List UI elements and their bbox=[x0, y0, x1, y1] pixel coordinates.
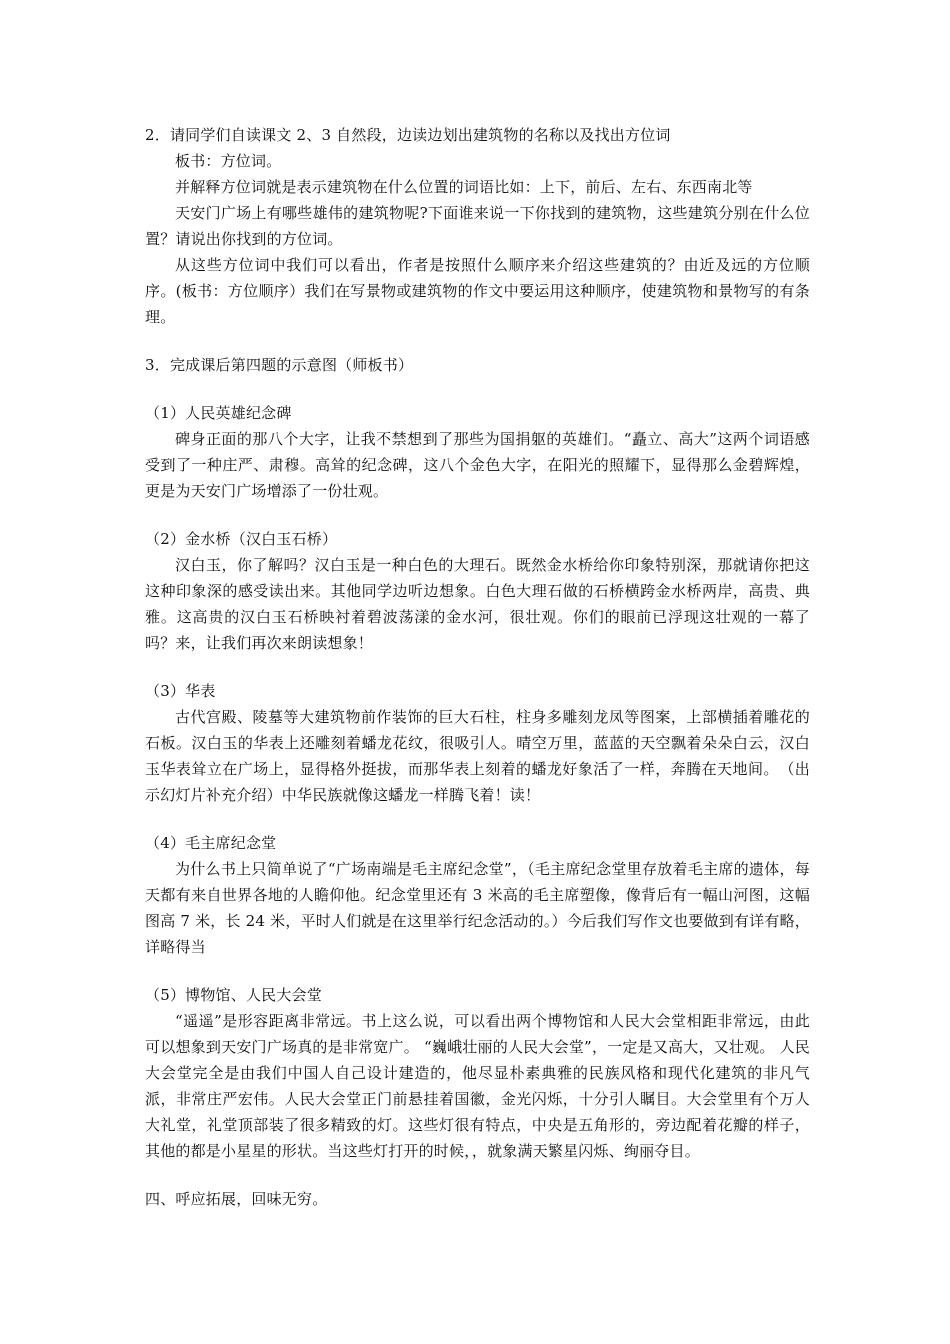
document-page bbox=[145, 122, 810, 1212]
paragraph: 天安门广场上有哪些雄伟的建筑物呢?下面谁来说一下你找到的建筑物，这些建筑分别在什么位置？请说出你找到的方位词。 bbox=[145, 204, 810, 248]
spacer bbox=[145, 378, 810, 400]
item-title: （1）人民英雄纪念碑 bbox=[145, 404, 292, 422]
section-2-heading: 2．请同学们自读课文 2、3 自然段，边读边划出建筑物的名称以及找出方位词 bbox=[145, 126, 671, 144]
item-title: （5）博物馆、人民大会堂 bbox=[145, 986, 322, 1004]
board-note: 板书：方位词。 bbox=[175, 152, 282, 170]
item-body: 古代宫殿、陵墓等大建筑物前作装饰的巨大石柱，柱身多雕刻龙凤等图案，上部横插着雕花的石板。汉白玉的华表上还雕刻着蟠龙花纹，很吸引人。晴空万里，蓝蓝的天空飘着朵朵白云，汉白玉华表耸立在广场上，显得格外挺拔，而那华表上刻着的蟠龙好象活了一样，奔腾在天地间。 （出示幻灯片补充介绍）中华民族就像这蟠龙一样腾飞着！读！ bbox=[145, 708, 810, 804]
item-body: 汉白玉，你了解吗？汉白玉是一种白色的大理石。既然金水桥给你印象特别深，那就请你把这这种印象深的感受读出来。其他同学边听边想象。白色大理石做的石桥横跨金水桥两岸，高贵、典雅。这高贵的汉白玉石桥映衬着碧波荡漾的金水河，很壮观。你们的眼前已浮现这壮观的一幕了吗？来，让我们再次来朗读想象！ bbox=[145, 556, 810, 652]
section-4-heading: 四、呼应拓展，回味无穷。 bbox=[145, 1190, 328, 1208]
spacer bbox=[145, 808, 810, 830]
spacer bbox=[145, 330, 810, 352]
item-title: （2）金水桥（汉白玉石桥） bbox=[145, 530, 338, 548]
item-title: （4）毛主席纪念堂 bbox=[145, 834, 277, 852]
paragraph: 从这些方位词中我们可以看出，作者是按照什么顺序来介绍这些建筑的？由近及远的方位顺序。(板书：方位顺序）我们在写景物或建筑物的作文中要运用这种顺序，使建筑物和景物写的有条理。 bbox=[145, 256, 810, 326]
section-3-heading: 3．完成课后第四题的示意图（师板书） bbox=[145, 356, 414, 374]
spacer bbox=[145, 656, 810, 678]
spacer bbox=[145, 960, 810, 982]
item-body: 碑身正面的那八个大字，让我不禁想到了那些为国捐躯的英雄们。“矗立、高大”这两个词语感受到了一种庄严、肃穆。高耸的纪念碑，这八个金色大字，在阳光的照耀下，显得那么金碧辉煌，更是为天安门广场增添了一份壮观。 bbox=[145, 430, 810, 500]
item-body: 为什么书上只简单说了“广场南端是毛主席纪念堂”，（毛主席纪念堂里存放着毛主席的遗体，每天都有来自世界各地的人瞻仰他。纪念堂里还有 3 米高的毛主席塑像，像背后有一幅山河图，这幅图高 7 米，长 24 米，平时人们就是在这里举行纪念活动的。）今后我们写作文也要做到有详有略，详略得当 bbox=[145, 860, 810, 956]
spacer bbox=[145, 504, 810, 526]
paragraph: 并解释方位词就是表示建筑物在什么位置的词语比如：上下，前后、左右、东西南北等 bbox=[175, 178, 753, 196]
spacer bbox=[145, 1164, 810, 1186]
item-title: （3）华表 bbox=[145, 682, 216, 700]
item-body: “遥遥”是形容距离非常远。书上这么说，可以看出两个博物馆和人民大会堂相距非常远，由此可以想象到天安门广场真的是非常宽广。 “巍峨壮丽的人民大会堂”，一定是又高大，又壮观。 人民大会堂完全是由我们中国人自己设计建造的，他尽显朴素典雅的民族风格和现代化建筑的非凡气派，非常庄严宏伟。人民大会堂正门前悬挂着国徽，金光闪烁，十分引人瞩目。大会堂里有个万人大礼堂，礼堂顶部装了很多精致的灯。这些灯很有特点，中央是五角形的，旁边配着花瓣的样子，其他的都是小星星的形状。当这些灯打开的时候，，就象满天繁星闪烁、绚丽夺目。 bbox=[145, 1012, 810, 1160]
